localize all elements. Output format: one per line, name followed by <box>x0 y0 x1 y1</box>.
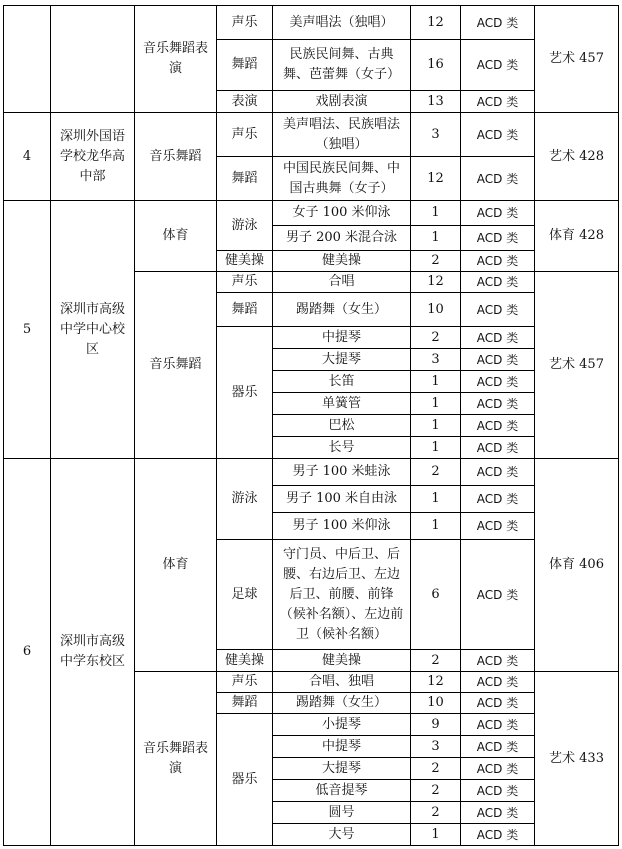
category-cell: 体育 <box>135 201 217 272</box>
type-cell: ACD 类 <box>461 91 535 113</box>
item-cell: 单簧管 <box>273 393 411 415</box>
item-cell: 男子 100 米自由泳 <box>273 486 411 513</box>
item-cell: 民族民间舞、古典舞、芭蕾舞（女子） <box>273 40 411 91</box>
score-cell: 艺术 433 <box>535 672 619 846</box>
item-cell: 长号 <box>273 437 411 459</box>
count-cell: 13 <box>411 91 461 113</box>
item-cell: 长笛 <box>273 371 411 393</box>
count-cell: 6 <box>411 540 461 650</box>
type-cell: ACD 类 <box>461 40 535 91</box>
item-cell: 踢踏舞（女生） <box>273 693 411 714</box>
item-cell: 中国民族民间舞、中国古典舞（女子） <box>273 157 411 201</box>
item-cell: 巴松 <box>273 415 411 437</box>
type-cell: ACD 类 <box>461 672 535 693</box>
subcategory-cell: 舞蹈 <box>217 157 273 201</box>
school-no-cell: 5 <box>4 201 51 459</box>
category-cell: 音乐舞蹈表演 <box>135 6 217 113</box>
type-cell: ACD 类 <box>461 415 535 437</box>
count-cell: 2 <box>411 780 461 802</box>
category-cell: 音乐舞蹈 <box>135 272 217 459</box>
table-row <box>4 113 619 157</box>
type-cell: ACD 类 <box>461 226 535 251</box>
table-row <box>4 459 619 486</box>
table-row <box>4 6 619 40</box>
count-cell: 16 <box>411 40 461 91</box>
admission-table <box>3 5 619 846</box>
subcategory-cell: 器乐 <box>217 327 273 459</box>
category-cell: 音乐舞蹈表演 <box>135 672 217 846</box>
type-cell: ACD 类 <box>461 486 535 513</box>
count-cell: 2 <box>411 802 461 824</box>
subcategory-cell: 声乐 <box>217 113 273 157</box>
document-page <box>3 5 619 846</box>
count-cell: 12 <box>411 272 461 293</box>
item-cell: 男子 100 米仰泳 <box>273 513 411 540</box>
count-cell: 2 <box>411 327 461 349</box>
item-cell: 健美操 <box>273 251 411 272</box>
score-cell: 艺术 457 <box>535 272 619 459</box>
type-cell: ACD 类 <box>461 251 535 272</box>
type-cell: ACD 类 <box>461 513 535 540</box>
item-cell: 女子 100 米仰泳 <box>273 201 411 226</box>
count-cell: 3 <box>411 349 461 371</box>
subcategory-cell: 游泳 <box>217 201 273 251</box>
count-cell: 2 <box>411 459 461 486</box>
count-cell: 3 <box>411 113 461 157</box>
count-cell: 12 <box>411 157 461 201</box>
subcategory-cell: 足球 <box>217 540 273 650</box>
item-cell: 合唱、独唱 <box>273 672 411 693</box>
item-cell: 圆号 <box>273 802 411 824</box>
category-cell: 音乐舞蹈 <box>135 113 217 201</box>
category-cell: 体育 <box>135 459 217 672</box>
school-name-cell: 深圳市高级中学中心校区 <box>51 201 135 459</box>
count-cell: 1 <box>411 226 461 251</box>
count-cell: 1 <box>411 437 461 459</box>
count-cell: 1 <box>411 393 461 415</box>
type-cell: ACD 类 <box>461 437 535 459</box>
count-cell: 1 <box>411 415 461 437</box>
item-cell: 男子 200 米混合泳 <box>273 226 411 251</box>
count-cell: 2 <box>411 251 461 272</box>
count-cell: 1 <box>411 513 461 540</box>
score-cell: 艺术 457 <box>535 6 619 113</box>
count-cell: 12 <box>411 6 461 40</box>
table-row <box>4 201 619 226</box>
item-cell: 大提琴 <box>273 758 411 780</box>
item-cell: 守门员、中后卫、后腰、右边后卫、左边后卫、前腰、前锋（候补名额）、左边前卫（候补名额） <box>273 540 411 650</box>
subcategory-cell: 舞蹈 <box>217 40 273 91</box>
count-cell: 10 <box>411 693 461 714</box>
count-cell: 2 <box>411 650 461 672</box>
subcategory-cell: 舞蹈 <box>217 693 273 714</box>
type-cell: ACD 类 <box>461 459 535 486</box>
type-cell: ACD 类 <box>461 349 535 371</box>
subcategory-cell: 健美操 <box>217 650 273 672</box>
item-cell: 戏剧表演 <box>273 91 411 113</box>
score-cell: 体育 428 <box>535 201 619 272</box>
count-cell: 2 <box>411 758 461 780</box>
item-cell: 美声唱法、民族唱法（独唱） <box>273 113 411 157</box>
item-cell: 中提琴 <box>273 327 411 349</box>
type-cell: ACD 类 <box>461 272 535 293</box>
type-cell: ACD 类 <box>461 327 535 349</box>
count-cell: 1 <box>411 486 461 513</box>
item-cell: 合唱 <box>273 272 411 293</box>
subcategory-cell: 声乐 <box>217 272 273 293</box>
item-cell: 中提琴 <box>273 736 411 758</box>
item-cell: 大提琴 <box>273 349 411 371</box>
type-cell: ACD 类 <box>461 6 535 40</box>
subcategory-cell: 器乐 <box>217 714 273 846</box>
type-cell: ACD 类 <box>461 293 535 327</box>
count-cell: 12 <box>411 672 461 693</box>
school-no-cell: 4 <box>4 113 51 201</box>
count-cell: 1 <box>411 824 461 846</box>
count-cell: 1 <box>411 201 461 226</box>
item-cell: 男子 100 米蛙泳 <box>273 459 411 486</box>
subcategory-cell: 表演 <box>217 91 273 113</box>
type-cell: ACD 类 <box>461 758 535 780</box>
type-cell: ACD 类 <box>461 650 535 672</box>
type-cell: ACD 类 <box>461 780 535 802</box>
type-cell: ACD 类 <box>461 113 535 157</box>
score-cell: 体育 406 <box>535 459 619 672</box>
item-cell: 美声唱法（独唱） <box>273 6 411 40</box>
count-cell: 1 <box>411 371 461 393</box>
type-cell: ACD 类 <box>461 736 535 758</box>
item-cell: 低音提琴 <box>273 780 411 802</box>
item-cell: 小提琴 <box>273 714 411 736</box>
type-cell: ACD 类 <box>461 802 535 824</box>
type-cell: ACD 类 <box>461 393 535 415</box>
subcategory-cell: 声乐 <box>217 6 273 40</box>
type-cell: ACD 类 <box>461 824 535 846</box>
count-cell: 9 <box>411 714 461 736</box>
subcategory-cell: 游泳 <box>217 459 273 540</box>
item-cell: 踢踏舞（女生） <box>273 293 411 327</box>
type-cell: ACD 类 <box>461 371 535 393</box>
item-cell: 健美操 <box>273 650 411 672</box>
type-cell: ACD 类 <box>461 157 535 201</box>
school-no-cell <box>4 6 51 113</box>
school-name-cell: 深圳市高级中学东校区 <box>51 459 135 846</box>
type-cell: ACD 类 <box>461 201 535 226</box>
item-cell: 大号 <box>273 824 411 846</box>
type-cell: ACD 类 <box>461 693 535 714</box>
subcategory-cell: 声乐 <box>217 672 273 693</box>
score-cell: 艺术 428 <box>535 113 619 201</box>
subcategory-cell: 健美操 <box>217 251 273 272</box>
school-name-cell: 深圳外国语学校龙华高中部 <box>51 113 135 201</box>
type-cell: ACD 类 <box>461 540 535 650</box>
count-cell: 10 <box>411 293 461 327</box>
school-name-cell <box>51 6 135 113</box>
type-cell: ACD 类 <box>461 714 535 736</box>
count-cell: 3 <box>411 736 461 758</box>
subcategory-cell: 舞蹈 <box>217 293 273 327</box>
school-no-cell: 6 <box>4 459 51 846</box>
